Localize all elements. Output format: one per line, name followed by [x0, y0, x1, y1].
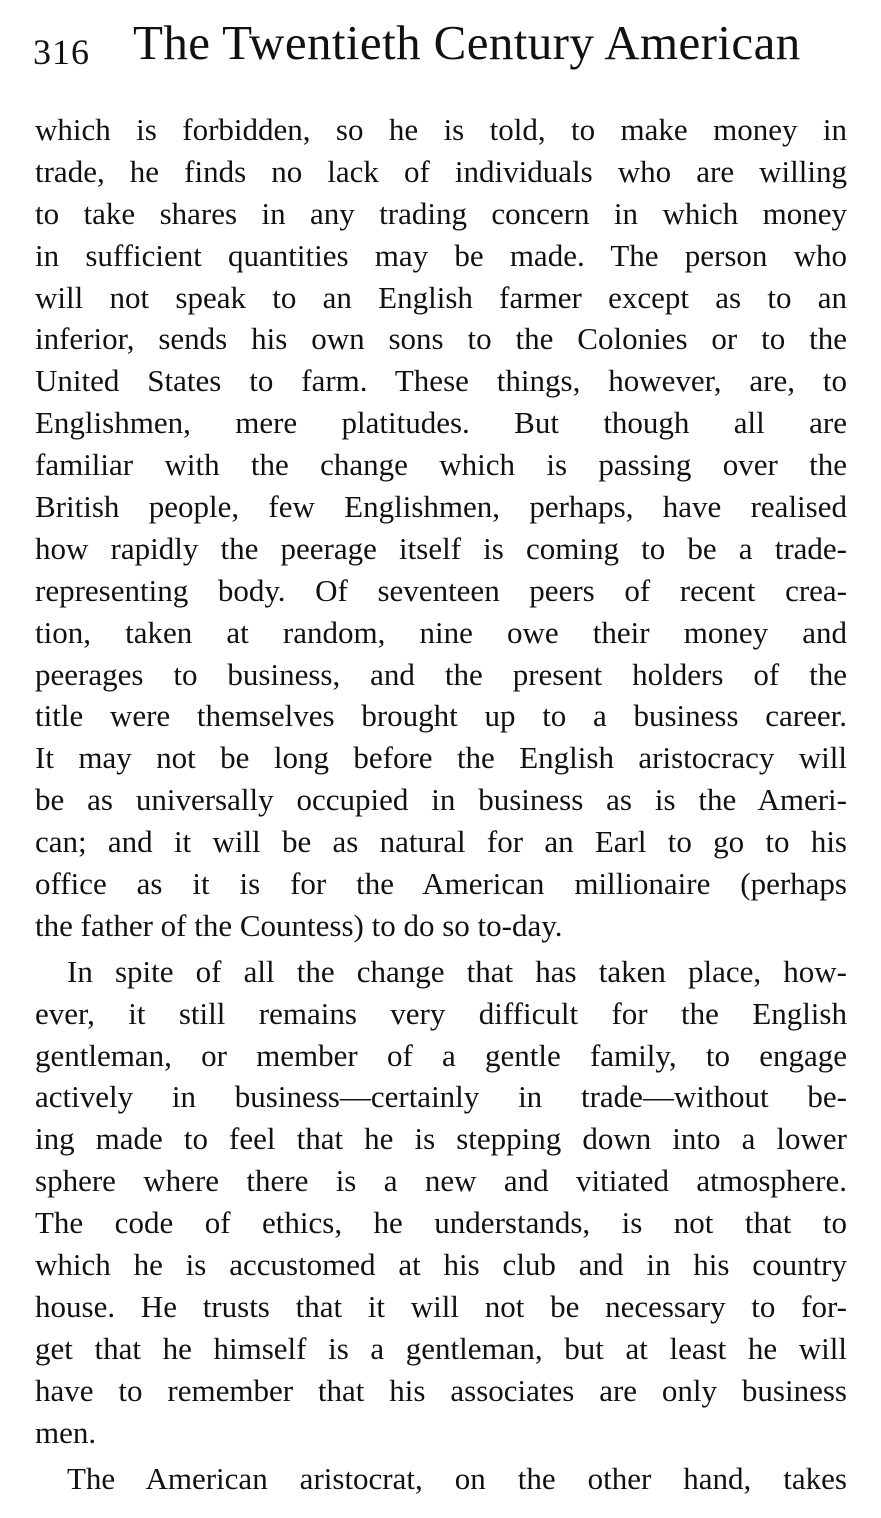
text-line: will not speak to an English farmer except as to an [35, 279, 847, 315]
text-line: trade, he finds no lack of individuals who are willing [35, 153, 847, 189]
text-line: sphere where there is a new and vitiated atmosphere. [35, 1163, 847, 1199]
text-line: the father of the Countess) to do so to-day. [35, 907, 563, 943]
text-line: familiar with the change which is passing over the [35, 447, 847, 483]
running-header [33, 14, 848, 74]
text-line: ever, it still remains very difficult for the English [35, 995, 847, 1031]
text-line: get that he himself is a gentleman, but at least he will [35, 1330, 847, 1366]
text-line: United States to farm. These things, however, are, to [35, 363, 847, 399]
text-line: The code of ethics, he understands, is not that to [35, 1205, 847, 1241]
running-title: The Twentieth Century American [133, 15, 801, 70]
text-line: Englishmen, mere platitudes. But though all are [35, 405, 847, 441]
paragraph [35, 1458, 847, 1500]
paragraph [35, 951, 847, 1454]
text-line: In spite of all the change that has taken place, how- [67, 953, 847, 989]
text-line: in sufficient quantities may be made. The person who [35, 237, 847, 273]
paragraph-continuation [35, 109, 847, 947]
text-line: ing made to feel that he is stepping down into a lower [35, 1121, 847, 1157]
text-line: have to remember that his associates are only business [35, 1372, 847, 1408]
text-line: title were themselves brought up to a business career. [35, 698, 847, 734]
text-line: men. [35, 1414, 97, 1450]
text-line: to take shares in any trading concern in which money [35, 195, 847, 231]
text-line: peerages to business, and the present holders of the [35, 656, 847, 692]
text-line: representing body. Of seventeen peers of recent crea- [35, 572, 847, 608]
page-number: 316 [33, 32, 90, 72]
text-line: office as it is for the American millionaire (perhaps [35, 866, 847, 902]
text-line: British people, few Englishmen, perhaps, have realised [35, 489, 847, 525]
text-line: which is forbidden, so he is told, to make money in [35, 112, 847, 147]
text-line: actively in business—certainly in trade—without be- [35, 1079, 847, 1115]
text-line: which he is accustomed at his club and in his country [35, 1247, 847, 1283]
text-line: gentleman, or member of a gentle family, to engage [35, 1037, 847, 1073]
text-line: inferior, sends his own sons to the Colonies or to the [35, 321, 847, 357]
text-line: house. He trusts that it will not be necessary to for- [35, 1288, 847, 1324]
text-line: can; and it will be as natural for an Earl to go to his [35, 824, 847, 860]
text-line: tion, taken at random, nine owe their money and [35, 614, 847, 650]
text-line: be as universally occupied in business as is the Ameri- [35, 782, 847, 818]
text-line: how rapidly the peerage itself is coming to be a trade- [35, 530, 847, 566]
text-line: The American aristocrat, on the other hand, takes [67, 1460, 847, 1496]
text-line: It may not be long before the English aristocracy will [35, 740, 847, 776]
body-text [35, 109, 847, 1499]
